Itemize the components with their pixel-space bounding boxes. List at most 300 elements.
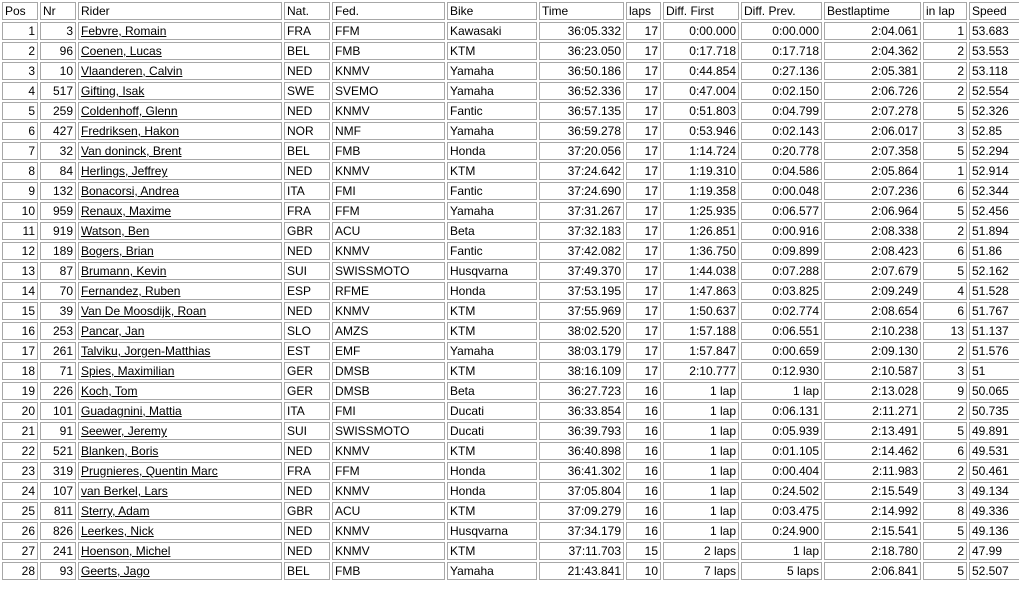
cell-bike: KTM [447,42,537,60]
cell-bestlaptime: 2:04.362 [824,42,921,60]
table-row [2,482,1019,500]
cell-pos: 6 [2,122,38,140]
cell-pos: 2 [2,42,38,60]
cell-diff-first: 2 laps [663,542,739,560]
cell-nat: NED [284,242,330,260]
cell-diff-prev: 0:06.131 [741,402,822,420]
cell-fed: FMB [332,42,445,60]
cell-laps: 16 [626,422,661,440]
cell-nr: 10 [40,62,76,80]
cell-diff-prev: 0:24.900 [741,522,822,540]
cell-nat: NED [284,522,330,540]
cell-bike: Ducati [447,422,537,440]
cell-rider [78,302,282,320]
cell-diff-first: 1 lap [663,402,739,420]
cell-time: 36:57.135 [539,102,624,120]
cell-bestlaptime: 2:14.462 [824,442,921,460]
table-row [2,62,1019,80]
cell-diff-first: 0:17.718 [663,42,739,60]
header-fed: Fed. [332,2,445,20]
cell-nr: 959 [40,202,76,220]
cell-diff-prev: 0:00.659 [741,342,822,360]
cell-bike: Yamaha [447,562,537,580]
cell-speed: 50.735 [969,402,1019,420]
cell-time: 37:34.179 [539,522,624,540]
rider-link[interactable]: Van doninck, Brent [81,144,182,158]
cell-bestlaptime: 2:06.726 [824,82,921,100]
cell-nat: FRA [284,22,330,40]
cell-speed: 52.554 [969,82,1019,100]
cell-diff-first: 1 lap [663,502,739,520]
cell-pos: 20 [2,402,38,420]
cell-bestlaptime: 2:14.992 [824,502,921,520]
cell-nat: GBR [284,222,330,240]
cell-bike: Yamaha [447,122,537,140]
cell-in-lap: 8 [923,502,967,520]
cell-bestlaptime: 2:13.491 [824,422,921,440]
cell-rider [78,202,282,220]
cell-diff-prev: 0:05.939 [741,422,822,440]
cell-laps: 16 [626,482,661,500]
cell-nr: 259 [40,102,76,120]
cell-bestlaptime: 2:18.780 [824,542,921,560]
cell-laps: 17 [626,162,661,180]
cell-nat: GBR [284,502,330,520]
cell-fed: DMSB [332,382,445,400]
cell-in-lap: 6 [923,442,967,460]
rider-link[interactable]: Geerts, Jago [81,564,150,578]
cell-time: 37:09.279 [539,502,624,520]
cell-diff-first: 1:47.863 [663,282,739,300]
table-row [2,442,1019,460]
cell-diff-prev: 0:04.799 [741,102,822,120]
cell-bestlaptime: 2:07.679 [824,262,921,280]
cell-speed: 52.344 [969,182,1019,200]
cell-nr: 32 [40,142,76,160]
cell-nat: GER [284,362,330,380]
cell-diff-prev: 0:04.586 [741,162,822,180]
rider-link[interactable]: Febvre, Romain [81,24,167,38]
cell-nat: NED [284,302,330,320]
cell-speed: 49.136 [969,522,1019,540]
cell-rider [78,502,282,520]
cell-nr: 84 [40,162,76,180]
cell-in-lap: 13 [923,322,967,340]
cell-bestlaptime: 2:10.238 [824,322,921,340]
header-nat: Nat. [284,2,330,20]
cell-fed: FMI [332,402,445,420]
cell-pos: 7 [2,142,38,160]
rider-link[interactable]: Blanken, Boris [81,444,159,458]
cell-fed: KNMV [332,542,445,560]
cell-nat: SUI [284,422,330,440]
cell-rider [78,182,282,200]
cell-laps: 17 [626,282,661,300]
header-bestlaptime: Bestlaptime [824,2,921,20]
cell-in-lap: 4 [923,282,967,300]
cell-time: 38:03.179 [539,342,624,360]
cell-bike: Fantic [447,182,537,200]
cell-bestlaptime: 2:04.061 [824,22,921,40]
cell-diff-prev: 5 laps [741,562,822,580]
rider-link[interactable]: Sterry, Adam [81,504,150,518]
cell-bike: Yamaha [447,62,537,80]
cell-time: 36:40.898 [539,442,624,460]
cell-bike: Honda [447,462,537,480]
cell-time: 38:16.109 [539,362,624,380]
table-row [2,22,1019,40]
rider-link[interactable]: Watson, Ben [81,224,150,238]
cell-rider [78,262,282,280]
cell-rider [78,462,282,480]
rider-link[interactable]: Koch, Tom [81,384,138,398]
header-laps: laps [626,2,661,20]
cell-laps: 15 [626,542,661,560]
table-row [2,522,1019,540]
cell-laps: 17 [626,62,661,80]
cell-pos: 23 [2,462,38,480]
cell-laps: 16 [626,502,661,520]
cell-speed: 52.162 [969,262,1019,280]
cell-bike: Kawasaki [447,22,537,40]
cell-bike: KTM [447,162,537,180]
table-row [2,402,1019,420]
table-row [2,342,1019,360]
cell-fed: DMSB [332,362,445,380]
cell-speed: 51.137 [969,322,1019,340]
cell-pos: 19 [2,382,38,400]
table-row [2,562,1019,580]
cell-rider [78,242,282,260]
cell-diff-first: 1:50.637 [663,302,739,320]
cell-in-lap: 5 [923,142,967,160]
header-time: Time [539,2,624,20]
cell-laps: 17 [626,242,661,260]
cell-pos: 15 [2,302,38,320]
cell-laps: 17 [626,342,661,360]
table-row [2,182,1019,200]
cell-laps: 16 [626,382,661,400]
table-row [2,202,1019,220]
cell-diff-prev: 0:00.048 [741,182,822,200]
cell-laps: 17 [626,142,661,160]
header-pos: Pos [2,2,38,20]
cell-diff-prev: 0:00.404 [741,462,822,480]
cell-rider [78,482,282,500]
cell-laps: 17 [626,182,661,200]
cell-nat: ESP [284,282,330,300]
cell-bike: Yamaha [447,202,537,220]
rider-link[interactable]: Renaux, Maxime [81,204,172,218]
cell-bestlaptime: 2:07.358 [824,142,921,160]
table-row [2,502,1019,520]
table-row [2,262,1019,280]
cell-fed: KNMV [332,102,445,120]
cell-laps: 16 [626,442,661,460]
cell-diff-first: 1:36.750 [663,242,739,260]
cell-diff-first: 1:57.847 [663,342,739,360]
rider-link[interactable]: Talviku, Jorgen-Matthias [81,344,211,358]
rider-link[interactable]: Fredriksen, Hakon [81,124,180,138]
cell-rider [78,222,282,240]
cell-nr: 96 [40,42,76,60]
cell-time: 36:50.186 [539,62,624,80]
cell-bike: KTM [447,442,537,460]
table-row [2,122,1019,140]
cell-bike: KTM [447,322,537,340]
cell-bike: Beta [447,222,537,240]
cell-in-lap: 1 [923,162,967,180]
cell-speed: 49.531 [969,442,1019,460]
cell-time: 37:42.082 [539,242,624,260]
table-row [2,142,1019,160]
cell-diff-prev: 0:03.825 [741,282,822,300]
cell-speed: 52.914 [969,162,1019,180]
cell-bike: KTM [447,502,537,520]
cell-bestlaptime: 2:05.864 [824,162,921,180]
cell-diff-prev: 0:02.774 [741,302,822,320]
cell-diff-first: 1 lap [663,382,739,400]
rider-link[interactable]: Pancar, Jan [81,324,145,338]
cell-in-lap: 6 [923,242,967,260]
rider-link[interactable]: Spies, Maximilian [81,364,175,378]
cell-nr: 241 [40,542,76,560]
cell-fed: AMZS [332,322,445,340]
cell-nr: 87 [40,262,76,280]
cell-bestlaptime: 2:10.587 [824,362,921,380]
cell-fed: FMI [332,182,445,200]
table-row [2,362,1019,380]
cell-diff-first: 1:57.188 [663,322,739,340]
cell-diff-first: 1:19.358 [663,182,739,200]
cell-diff-first: 1:19.310 [663,162,739,180]
cell-time: 36:41.302 [539,462,624,480]
cell-nr: 919 [40,222,76,240]
cell-time: 37:32.183 [539,222,624,240]
cell-pos: 3 [2,62,38,80]
rider-link[interactable]: Van De Moosdijk, Roan [81,304,207,318]
cell-fed: KNMV [332,162,445,180]
cell-rider [78,102,282,120]
cell-laps: 16 [626,402,661,420]
cell-nat: SLO [284,322,330,340]
table-row [2,422,1019,440]
cell-nat: NED [284,102,330,120]
cell-speed: 49.891 [969,422,1019,440]
cell-pos: 9 [2,182,38,200]
cell-diff-prev: 0:20.778 [741,142,822,160]
cell-time: 36:52.336 [539,82,624,100]
cell-in-lap: 2 [923,42,967,60]
cell-pos: 24 [2,482,38,500]
rider-link[interactable]: Coenen, Lucas [81,44,162,58]
cell-in-lap: 5 [923,202,967,220]
cell-bestlaptime: 2:11.271 [824,402,921,420]
cell-bestlaptime: 2:08.423 [824,242,921,260]
cell-pos: 11 [2,222,38,240]
cell-fed: EMF [332,342,445,360]
cell-diff-prev: 0:06.551 [741,322,822,340]
cell-speed: 50.065 [969,382,1019,400]
cell-bike: Yamaha [447,342,537,360]
rider-link[interactable]: Coldenhoff, Glenn [81,104,178,118]
cell-fed: RFME [332,282,445,300]
rider-link[interactable]: Leerkes, Nick [81,524,154,538]
rider-link[interactable]: Prugnieres, Quentin Marc [81,464,218,478]
cell-in-lap: 6 [923,182,967,200]
cell-laps: 17 [626,82,661,100]
cell-speed: 51.894 [969,222,1019,240]
cell-nat: ITA [284,182,330,200]
cell-in-lap: 3 [923,122,967,140]
cell-diff-prev: 0:17.718 [741,42,822,60]
cell-fed: SWISSMOTO [332,422,445,440]
cell-in-lap: 3 [923,482,967,500]
cell-fed: FFM [332,202,445,220]
cell-bike: Honda [447,142,537,160]
cell-speed: 52.456 [969,202,1019,220]
rider-link[interactable]: Fernandez, Ruben [81,284,181,298]
cell-nr: 826 [40,522,76,540]
cell-nat: ITA [284,402,330,420]
cell-nr: 71 [40,362,76,380]
cell-diff-first: 7 laps [663,562,739,580]
rider-link[interactable]: Guadagnini, Mattia [81,404,182,418]
cell-diff-first: 0:53.946 [663,122,739,140]
cell-diff-first: 0:44.854 [663,62,739,80]
cell-pos: 28 [2,562,38,580]
cell-nr: 70 [40,282,76,300]
cell-bestlaptime: 2:15.541 [824,522,921,540]
cell-speed: 47.99 [969,542,1019,560]
rider-link[interactable]: Hoenson, Michel [81,544,171,558]
cell-time: 37:55.969 [539,302,624,320]
table-row [2,542,1019,560]
cell-bestlaptime: 2:09.130 [824,342,921,360]
cell-bestlaptime: 2:13.028 [824,382,921,400]
rider-link[interactable]: Gifting, Isak [81,84,145,98]
cell-rider [78,342,282,360]
cell-nat: BEL [284,562,330,580]
cell-fed: KNMV [332,522,445,540]
header-diff-first: Diff. First [663,2,739,20]
cell-diff-first: 0:51.803 [663,102,739,120]
cell-nat: NED [284,162,330,180]
table-row [2,222,1019,240]
rider-link[interactable]: van Berkel, Lars [81,484,168,498]
cell-nat: NED [284,482,330,500]
cell-laps: 17 [626,222,661,240]
cell-speed: 53.553 [969,42,1019,60]
cell-bike: KTM [447,302,537,320]
cell-nr: 319 [40,462,76,480]
rider-link[interactable]: Herlings, Jeffrey [81,164,168,178]
cell-rider [78,382,282,400]
cell-diff-prev: 0:00.916 [741,222,822,240]
cell-diff-prev: 0:24.502 [741,482,822,500]
cell-nr: 3 [40,22,76,40]
cell-diff-prev: 0:00.000 [741,22,822,40]
cell-laps: 17 [626,202,661,220]
cell-diff-prev: 0:27.136 [741,62,822,80]
cell-fed: FFM [332,462,445,480]
cell-time: 36:23.050 [539,42,624,60]
cell-speed: 51.767 [969,302,1019,320]
cell-time: 37:05.804 [539,482,624,500]
cell-bestlaptime: 2:15.549 [824,482,921,500]
cell-nr: 132 [40,182,76,200]
cell-speed: 50.461 [969,462,1019,480]
cell-rider [78,362,282,380]
cell-diff-first: 1 lap [663,482,739,500]
table-row [2,382,1019,400]
cell-in-lap: 2 [923,222,967,240]
header-bike: Bike [447,2,537,20]
cell-nat: BEL [284,142,330,160]
cell-diff-first: 1 lap [663,522,739,540]
cell-speed: 51.86 [969,242,1019,260]
cell-fed: KNMV [332,482,445,500]
cell-pos: 17 [2,342,38,360]
cell-bike: Fantic [447,242,537,260]
cell-nr: 521 [40,442,76,460]
cell-fed: KNMV [332,302,445,320]
cell-diff-prev: 0:02.143 [741,122,822,140]
cell-bestlaptime: 2:06.841 [824,562,921,580]
cell-in-lap: 5 [923,262,967,280]
cell-speed: 51.576 [969,342,1019,360]
cell-nat: NOR [284,122,330,140]
cell-time: 37:24.642 [539,162,624,180]
table-row [2,162,1019,180]
cell-pos: 26 [2,522,38,540]
cell-bike: KTM [447,362,537,380]
cell-pos: 8 [2,162,38,180]
cell-bike: Honda [447,282,537,300]
cell-nat: FRA [284,202,330,220]
rider-link[interactable]: Bonacorsi, Andrea [81,184,180,198]
table-row [2,242,1019,260]
cell-in-lap: 1 [923,22,967,40]
cell-diff-first: 1:14.724 [663,142,739,160]
cell-time: 21:43.841 [539,562,624,580]
rider-link[interactable]: Seewer, Jeremy [81,424,168,438]
cell-laps: 16 [626,462,661,480]
cell-rider [78,22,282,40]
cell-speed: 49.134 [969,482,1019,500]
cell-nat: BEL [284,42,330,60]
cell-rider [78,82,282,100]
cell-nr: 39 [40,302,76,320]
rider-link[interactable]: Vlaanderen, Calvin [81,64,183,78]
cell-pos: 12 [2,242,38,260]
cell-time: 37:31.267 [539,202,624,220]
table-row [2,302,1019,320]
cell-rider [78,442,282,460]
cell-nat: NED [284,542,330,560]
cell-nr: 517 [40,82,76,100]
cell-in-lap: 2 [923,342,967,360]
cell-fed: NMF [332,122,445,140]
cell-rider [78,522,282,540]
cell-pos: 14 [2,282,38,300]
rider-link[interactable]: Brumann, Kevin [81,264,167,278]
cell-rider [78,322,282,340]
cell-pos: 10 [2,202,38,220]
cell-rider [78,562,282,580]
rider-link[interactable]: Bogers, Brian [81,244,154,258]
cell-pos: 22 [2,442,38,460]
